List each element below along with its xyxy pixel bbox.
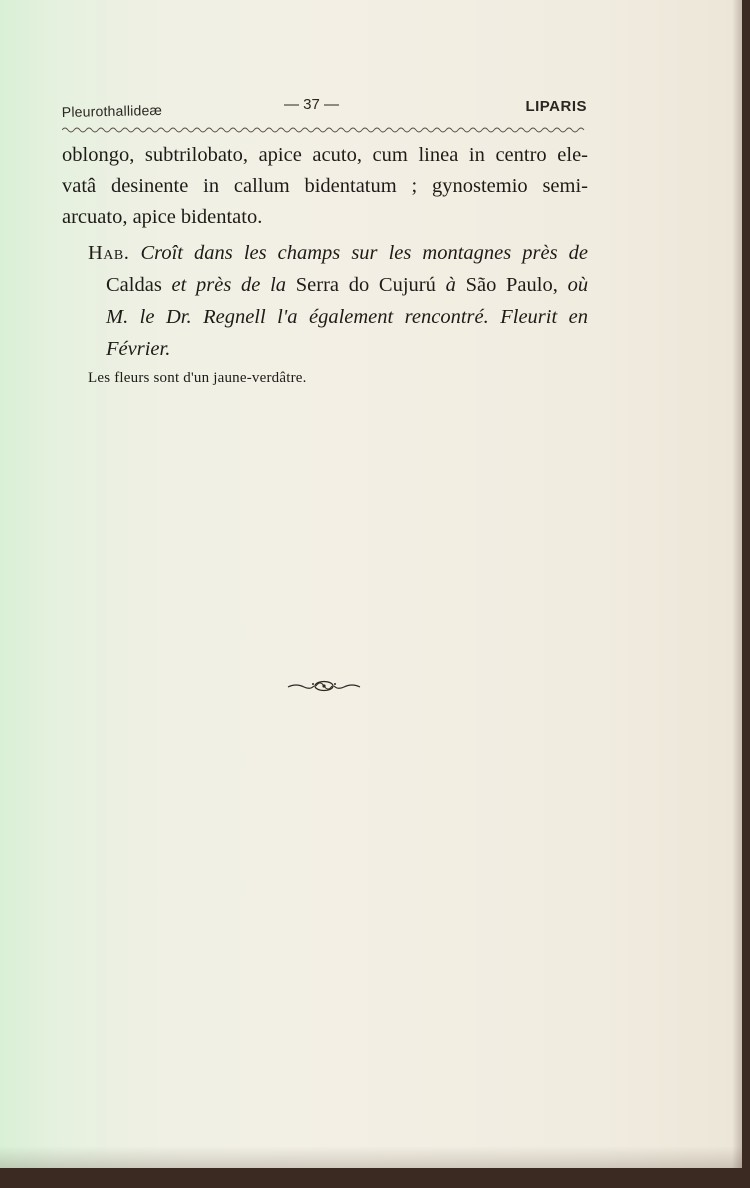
habitat-line: Février. xyxy=(106,338,171,360)
place-name: Serra do Cujurú xyxy=(295,274,436,296)
habitat-text: où xyxy=(567,274,589,296)
description-paragraph xyxy=(62,140,588,233)
description-line: arcuato, apice bidentato. xyxy=(62,206,263,228)
description-line: vatâ desinente in callum bidentatum ; gynostemio semi- xyxy=(62,175,588,197)
flower-color-note: Les fleurs sont d'un jaune-verdâtre. xyxy=(88,370,307,386)
wavy-rule-divider xyxy=(62,124,587,134)
page-header xyxy=(62,96,587,122)
description-line: oblongo, subtrilobato, apice acuto, cum linea in centro ele- xyxy=(62,144,588,166)
habitat-paragraph xyxy=(88,237,588,365)
place-name: São Paulo, xyxy=(465,274,558,296)
habitat-line xyxy=(88,237,588,269)
habitat-line: M. le Dr. Regnell l'a également rencontré. Fleurit en xyxy=(106,306,588,328)
section-title: LIPARIS xyxy=(525,98,587,115)
habitat-line xyxy=(88,269,588,301)
place-name: Caldas xyxy=(106,274,162,296)
habitat-text: Croît dans les champs sur les montagnes près de xyxy=(140,242,589,264)
running-title: Pleurothallideæ xyxy=(61,101,163,120)
habitat-text: et près de la xyxy=(171,274,287,296)
page-bottom-shadow xyxy=(0,1146,742,1168)
habitat-text: à xyxy=(445,274,456,296)
page-number: — 37 — xyxy=(284,96,340,113)
habitat-label: Hab. xyxy=(88,242,130,264)
fleuron-ornament xyxy=(286,678,362,694)
